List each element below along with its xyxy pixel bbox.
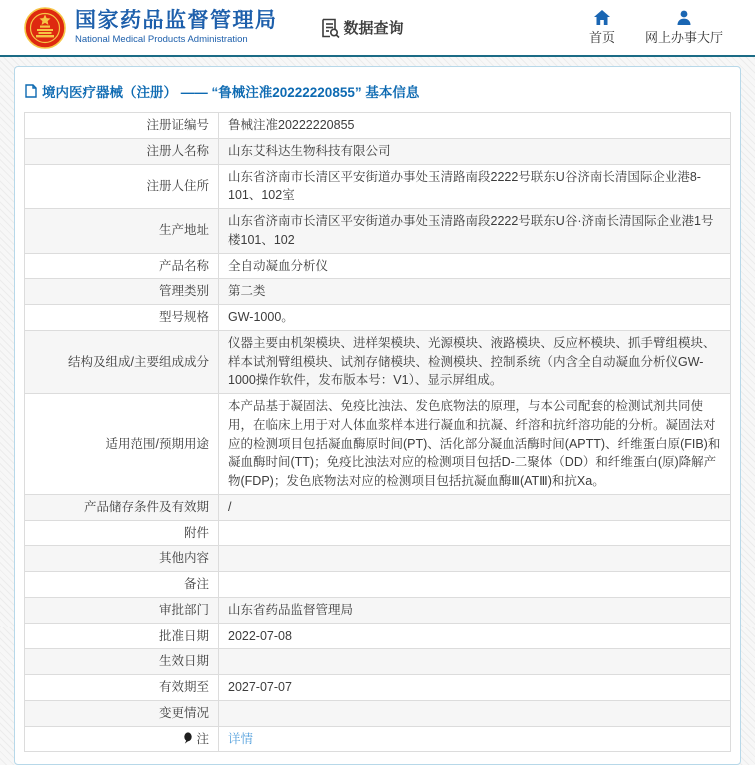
nav-online-hall-label: 网上办事大厅 — [644, 29, 723, 45]
nmpa-logo — [24, 7, 278, 49]
home-icon — [594, 10, 610, 25]
table-row — [25, 494, 731, 520]
row-label-text: 结构及组成/主要组成成分 — [68, 354, 209, 369]
registration-info-table — [24, 112, 731, 752]
row-label-text: 管理类别 — [158, 284, 209, 299]
row-label — [25, 675, 219, 701]
row-value: 仪器主要由机架模块、进样架模块、光源模块、液路模块、反应杯模块、抓手臂组模块、样本试剂臂组模块、试剂存储模块、检测模块、控制系统（内含全自动凝血分析仪GW-1000操作软件，发布版本号：V1）、显示屏组成。 — [219, 330, 731, 393]
table-row — [25, 597, 731, 623]
row-label-text: 型号规格 — [158, 310, 209, 324]
person-icon — [676, 10, 692, 25]
table-row — [25, 394, 731, 495]
row-label-text: 备注 — [183, 577, 209, 591]
row-label — [25, 494, 219, 520]
national-emblem-icon — [24, 7, 66, 49]
row-label — [25, 597, 219, 623]
row-label — [25, 726, 219, 752]
table-row — [25, 520, 731, 546]
row-label-text: 有效期至 — [158, 680, 209, 694]
org-names — [75, 9, 278, 46]
row-label-text: 产品储存条件及有效期 — [83, 499, 209, 514]
data-query-button[interactable] — [320, 17, 404, 39]
content-panel — [14, 66, 741, 765]
row-label — [25, 394, 219, 495]
table-row — [25, 209, 731, 254]
row-label — [25, 253, 219, 279]
row-label-text: 附件 — [183, 525, 209, 540]
page-title-text: 境内医疗器械（注册） —— “鲁械注准20222220855” 基本信息 — [42, 85, 420, 100]
row-value: 山东艾科达生物科技有限公司 — [219, 138, 731, 164]
table-row — [25, 546, 731, 572]
table-row — [25, 113, 731, 139]
row-label-text: 注册证编号 — [146, 118, 209, 132]
org-name-cn: 国家药品监督管理局 — [75, 8, 278, 32]
row-label-text: 其他内容 — [158, 551, 209, 566]
table-row — [25, 305, 731, 331]
row-value: 山东省药品监督管理局 — [219, 597, 731, 623]
table-row — [25, 649, 731, 675]
row-label — [25, 164, 219, 209]
row-label — [25, 649, 219, 675]
row-label — [25, 330, 219, 393]
table-row — [25, 138, 731, 164]
page-title — [24, 73, 731, 112]
row-value: GW-1000。 — [219, 305, 731, 331]
row-label — [25, 209, 219, 254]
row-label-text: 生产地址 — [158, 223, 209, 238]
table-row — [25, 700, 731, 726]
row-value — [219, 649, 731, 675]
row-label-text: 适用范围/预期用途 — [105, 436, 209, 451]
row-label-text: 批准日期 — [158, 628, 209, 643]
header-nav — [589, 10, 723, 46]
row-value: 山东省济南市长清区平安街道办事处玉清路南段2222号联东U谷·济南长清国际企业港1号楼101、102 — [219, 209, 731, 254]
row-value: / — [219, 494, 731, 520]
row-value: 山东省济南市长清区平安街道办事处玉清路南段2222号联东U谷济南长清国际企业港8-101、102室 — [219, 164, 731, 209]
row-label — [25, 572, 219, 598]
table-row — [25, 675, 731, 701]
row-value — [219, 572, 731, 598]
page-doc-icon — [25, 84, 37, 98]
row-value: 2022-07-08 — [219, 623, 731, 649]
document-search-icon — [320, 17, 340, 39]
row-label-text: 生效日期 — [158, 654, 209, 669]
row-value — [219, 700, 731, 726]
row-value: 鲁械注准20222220855 — [219, 113, 731, 139]
row-value: 本产品基于凝固法、免疫比浊法、发色底物法的原理，与本公司配套的检测试剂共同使用，在临床上用于对人体血浆样本进行凝血和抗凝、纤溶和抗纤溶功能的分析。凝固法对应的检测项目包括凝血酶原时间(PT)、活化部分凝血活酶时间(APTT)、纤维蛋白原(FIB)和凝血酶时间(TT)；免疫比浊法对应的检测项目包括D-二聚体（DD）和纤维蛋白(原)降解产物(FDP)；发色底物法对应的检测项目包括抗凝血酶Ⅲ(ATⅢ)和抗Xa。 — [219, 394, 731, 495]
row-label — [25, 138, 219, 164]
row-label — [25, 546, 219, 572]
row-label-text: 产品名称 — [158, 258, 209, 273]
nav-online-hall[interactable] — [645, 10, 723, 46]
nav-home[interactable] — [589, 10, 615, 46]
data-query-label: 数据查询 — [343, 20, 404, 37]
row-label-text: 注册人名称 — [146, 143, 209, 158]
row-label-text: 审批部门 — [158, 602, 209, 617]
info-table-body — [25, 113, 731, 752]
table-row — [25, 164, 731, 209]
table-row — [25, 726, 731, 752]
balloon-note-icon — [183, 732, 193, 744]
nav-home-label: 首页 — [588, 29, 615, 45]
row-value — [219, 546, 731, 572]
table-row — [25, 572, 731, 598]
row-label-text: 注 — [196, 731, 209, 746]
row-label — [25, 113, 219, 139]
row-value — [219, 726, 731, 752]
row-label-text: 变更情况 — [158, 705, 209, 720]
row-label — [25, 520, 219, 546]
row-value: 全自动凝血分析仪 — [219, 253, 731, 279]
detail-link[interactable]: 详情 — [228, 731, 254, 746]
row-label-text: 注册人住所 — [146, 178, 209, 193]
row-value: 第二类 — [219, 279, 731, 305]
row-label — [25, 700, 219, 726]
table-row — [25, 279, 731, 305]
org-name-en: National Medical Products Administration — [75, 34, 248, 46]
table-row — [25, 330, 731, 393]
row-label — [25, 305, 219, 331]
row-value: 2027-07-07 — [219, 675, 731, 701]
row-value — [219, 520, 731, 546]
row-label — [25, 279, 219, 305]
site-header — [0, 0, 755, 57]
table-row — [25, 253, 731, 279]
